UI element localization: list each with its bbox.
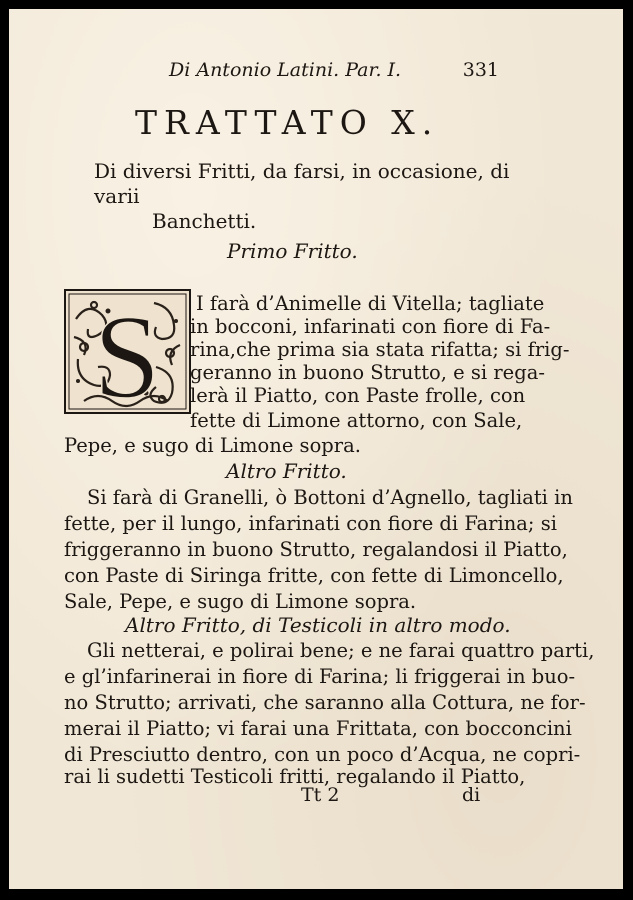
text-line: in bocconi, infarinati con fiore di Fa- — [190, 315, 551, 338]
text-line: friggeranno in buono Strutto, regalandosi il Piatto, — [64, 538, 568, 561]
section-heading-primo-fritto: Primo Fritto. — [227, 239, 358, 263]
book-page — [9, 9, 623, 889]
running-title: Di Antonio Latini. Par. I. — [169, 59, 402, 81]
decorated-initial-letter — [64, 289, 191, 414]
text-line: no Strutto; arrivati, che saranno alla Cottura, ne for- — [64, 691, 586, 714]
text-line: I farà d’Animelle di Vitella; tagliate — [196, 292, 545, 315]
text-line: e gl’infarinerai in fiore di Farina; li friggerai in buo- — [64, 665, 576, 688]
treatise-heading: TRATTATO X. — [135, 103, 440, 142]
text-line: geranno in buono Strutto, e si rega- — [190, 361, 545, 384]
text-line: rina,che prima sia stata rifatta; si frig- — [190, 338, 570, 361]
text-line: Pepe, e sugo di Limone sopra. — [64, 434, 361, 457]
text-line: lerà il Piatto, con Paste frolle, con — [190, 384, 526, 407]
page-number: 331 — [462, 59, 499, 81]
text-line: con Paste di Siringa fritte, con fette di Limoncello, — [64, 564, 564, 587]
text-line: fette, per il lungo, infarinati con fiore di Farina; si — [64, 512, 557, 535]
running-header — [169, 59, 499, 89]
signature-mark: Tt 2 — [301, 784, 340, 806]
subtitle-line-1: Di diversi Fritti, da farsi, in occasione, di varii — [94, 159, 510, 208]
text-line: merai il Piatto; vi farai una Frittata, con bocconcini — [64, 717, 572, 740]
section-heading-altro-fritto: Altro Fritto. — [226, 459, 347, 483]
text-line: rai li sudetti Testicoli fritti, regalando il Piatto, — [64, 765, 526, 788]
initial-letter-glyph: S — [93, 290, 161, 414]
text-line: Sale, Pepe, e sugo di Limone sopra. — [64, 590, 417, 613]
text-line: fette di Limone attorno, con Sale, — [190, 409, 523, 432]
subtitle-line-2: Banchetti. — [152, 209, 257, 233]
text-line: Gli netterai, e polirai bene; e ne farai quattro parti, — [87, 639, 595, 662]
catchword: di — [462, 784, 481, 806]
section-heading-altro-fritto-testicoli: Altro Fritto, di Testicoli in altro modo. — [125, 613, 511, 637]
text-line: Si farà di Granelli, ò Bottoni d’Agnello, tagliati in — [87, 486, 573, 509]
treatise-subtitle — [94, 159, 534, 234]
text-line: di Presciutto dentro, con un poco d’Acqua, ne copri- — [64, 743, 581, 766]
